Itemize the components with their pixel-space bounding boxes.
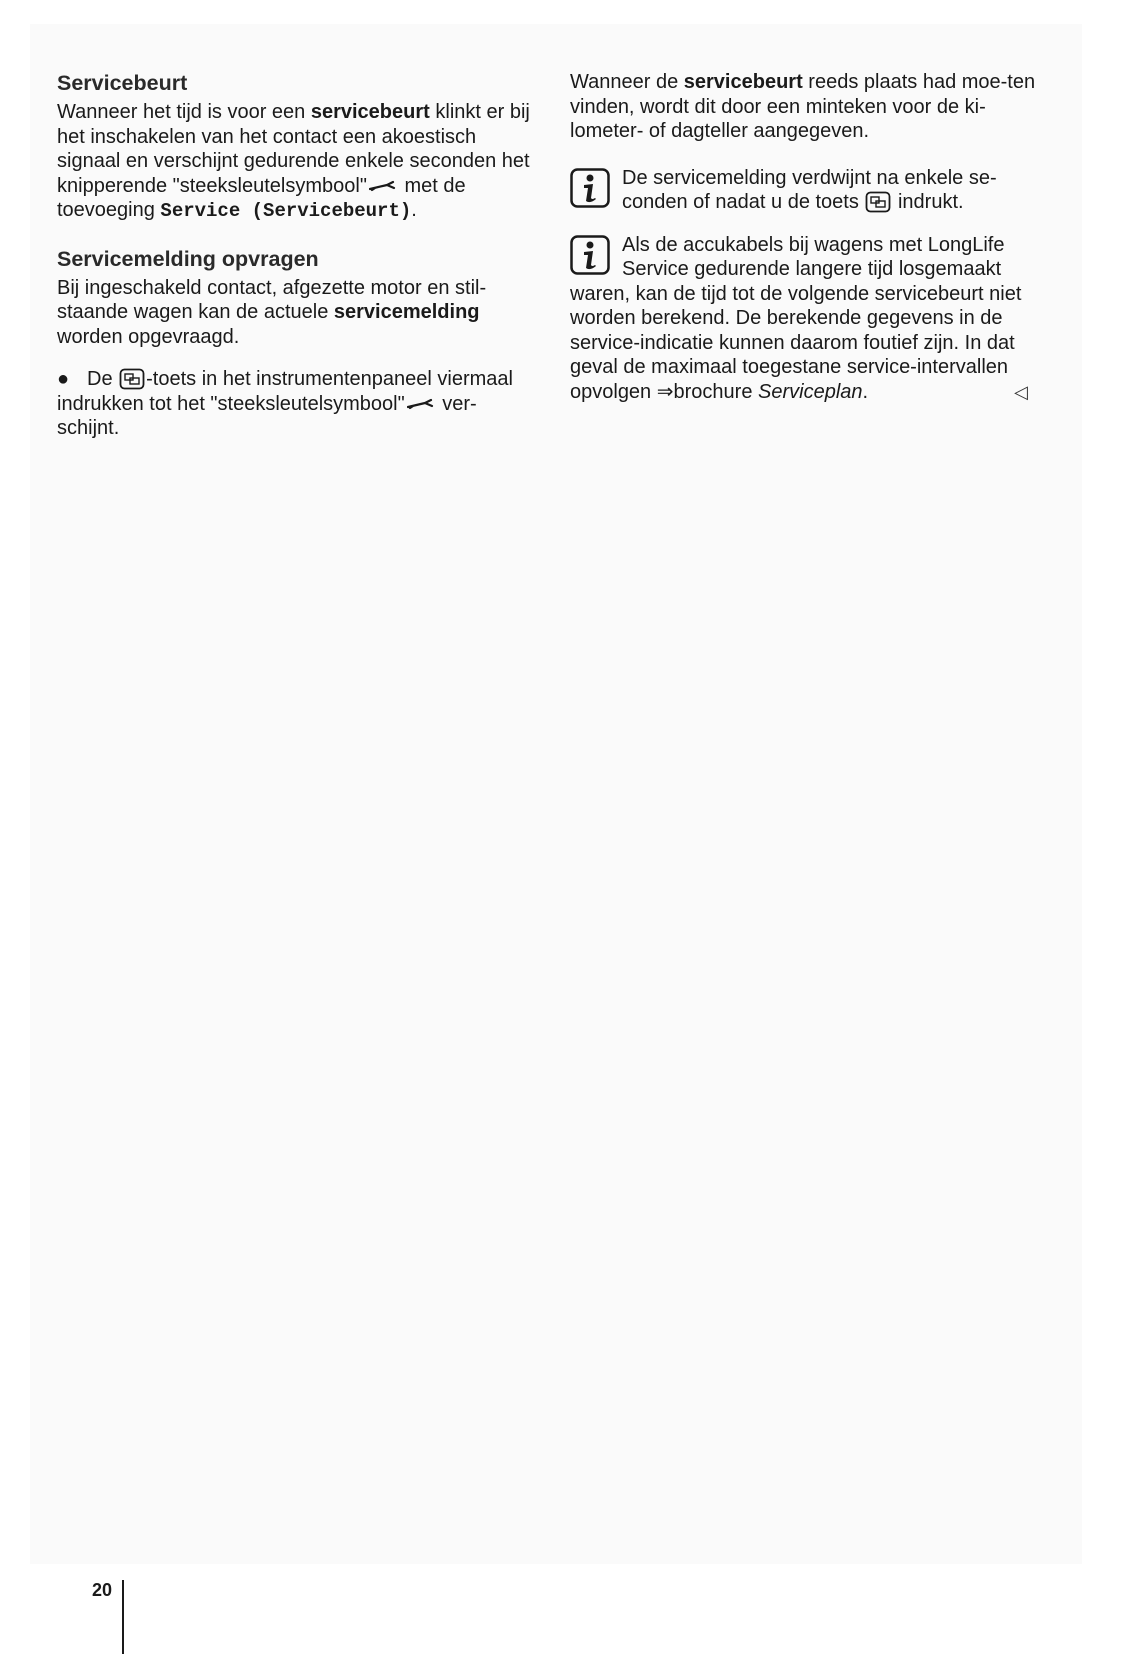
footer-divider <box>122 1580 124 1654</box>
info-note-2 <box>570 233 1048 405</box>
heading-servicemelding-opvragen: Servicemelding opvragen <box>57 246 319 271</box>
text: worden opgevraagd. <box>57 325 240 348</box>
note-text <box>570 233 1048 405</box>
page-number: 20 <box>92 1580 113 1600</box>
text: . <box>411 199 417 221</box>
text: De servicemelding verdwijnt na enkele se-conden of nadat u de toets <box>622 166 997 213</box>
wrench-icon <box>407 398 435 410</box>
text: Als de accukabels bij wagens met LongLife Service gedurende langere tijd losgemaakt waren, kan de tijd tot de volgende servicebeurt niet worden berekend. De berekende gegevens in de service-indicatie kunnen daarom foutief zijn. In dat geval de maximaal toegestane service-intervallen opvolgen <box>570 233 1022 403</box>
info-note-1 <box>570 166 1048 215</box>
heading-servicebeurt: Servicebeurt <box>57 71 188 95</box>
paragraph-servicebeurt <box>57 100 535 224</box>
trip-key-icon <box>119 368 145 390</box>
text: . <box>862 380 869 403</box>
end-of-section-icon: ◁ <box>1014 381 1028 402</box>
text: De <box>87 368 119 390</box>
text: indrukt. <box>892 191 964 213</box>
reference-link[interactable]: Serviceplan <box>758 380 863 403</box>
text: klinkt er bij het inschakelen van het contact een akoestisch signaal en verschijnt gedurende enkele seconden het knipperende "steeksleutelsymbool" <box>57 101 530 197</box>
display-text-service: Service (Servicebeurt) <box>160 200 412 222</box>
text: reeds plaats had moe-ten vinden, wordt dit door een minteken voor de ki-lometer- of dagteller aangegeven. <box>570 71 1036 142</box>
right-column <box>570 70 1048 404</box>
trip-key-icon <box>865 191 891 213</box>
paragraph-servicemelding <box>57 276 535 350</box>
text: Wanneer het tijd is voor een <box>57 101 311 123</box>
cross-reference-arrow-icon: ⇒ <box>656 380 674 403</box>
text: met de toevoeging <box>57 174 466 221</box>
bold-term: servicemelding <box>333 301 480 323</box>
text: Bij ingeschakeld contact, afgezette motor en stil-staande wagen kan de actuele <box>57 276 487 323</box>
text: Wanneer de <box>570 71 684 93</box>
bold-term: servicebeurt <box>310 101 430 123</box>
bullet-dot: ● <box>57 368 70 390</box>
note-text <box>570 166 1048 215</box>
left-column <box>57 70 535 441</box>
text: brochure <box>673 380 759 403</box>
paragraph-overdue <box>570 70 1048 144</box>
info-icon <box>570 168 610 208</box>
text: -toets in het instrumentenpaneel viermaal indrukken tot het "steeksleutelsymbool" <box>57 368 513 415</box>
bullet-item <box>57 367 535 441</box>
bold-term: servicebeurt <box>683 71 803 93</box>
wrench-icon <box>369 180 397 192</box>
text: ver-schijnt. <box>57 392 477 439</box>
